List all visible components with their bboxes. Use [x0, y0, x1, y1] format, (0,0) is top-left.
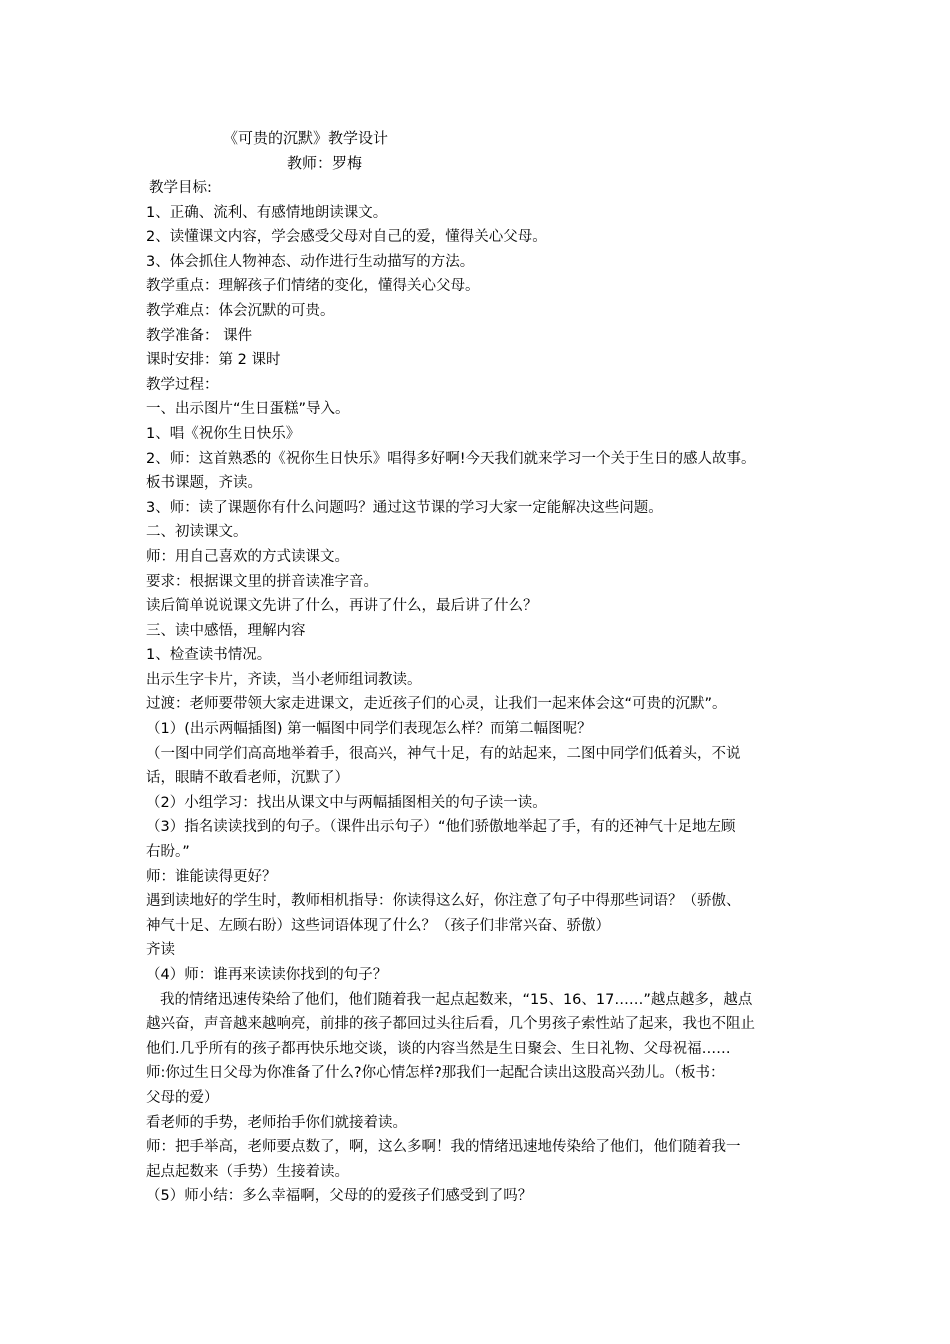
paragraph-line: （5）师小结：多么幸福啊，父母的的爱孩子们感受到了吗？	[146, 1188, 533, 1205]
paragraph-line: 齐读	[146, 942, 175, 959]
objective-item: 3、体会抓住人物神态、动作进行生动描写的方法。	[146, 253, 475, 270]
paragraph-line: 3、师：读了课题你有什么问题吗？通过这节课的学习大家一定能解决这些问题。	[146, 499, 663, 516]
section-heading-process: 教学过程：	[146, 376, 219, 393]
paragraph-line: 2、师：这首熟悉的《祝你生日快乐》唱得多好啊!今天我们就来学习一个关于生日的感人故事。	[146, 450, 756, 467]
document-body	[146, 176, 814, 1209]
paragraph-line: 二、初读课文。	[146, 524, 248, 541]
paragraph-line: 一、出示图片“生日蛋糕”导入。	[146, 401, 350, 418]
paragraph-line: 话，眼睛不敢看老师，沉默了）	[146, 770, 349, 787]
paragraph-line: 1、唱《祝你生日快乐》	[146, 425, 301, 442]
document-author: 教师：罗梅	[287, 154, 363, 172]
paragraph-line: 看老师的手势，老师抬手你们就接着读。	[146, 1114, 407, 1131]
paragraph-line: 神气十足、左顾右盼）这些词语体现了什么？（孩子们非常兴奋、骄傲）	[146, 917, 610, 934]
paragraph-line: 板书课题，齐读。	[146, 475, 262, 492]
paragraph-line: 遇到读地好的学生时，教师相机指导：你读得这么好，你注意了句子中得那些词语？（骄傲、	[146, 893, 741, 910]
paragraph-line: 师:你过生日父母为你准备了什么?你心情怎样?那我们一起配合读出这股高兴劲儿。（板书：	[146, 1065, 725, 1082]
paragraph-line: 要求：根据课文里的拼音读准字音。	[146, 573, 378, 590]
paragraph-line: 师：把手举高，老师要点数了，啊，这么多啊！我的情绪迅速地传染给了他们，他们随着我一	[146, 1139, 741, 1156]
paragraph-line: 出示生字卡片，齐读，当小老师组词教读。	[146, 671, 422, 688]
paragraph-line: 父母的爱）	[146, 1089, 219, 1106]
paragraph-line: 过渡：老师要带领大家走进课文，走近孩子们的心灵，让我们一起来体会这“可贵的沉默”。	[146, 696, 727, 713]
paragraph-line: （一图中同学们高高地举着手，很高兴，神气十足，有的站起来，二图中同学们低着头，不说	[146, 745, 741, 762]
quoted-passage-line: 他们.几乎所有的孩子都再快乐地交谈，谈的内容当然是生日聚会、生日礼物、父母祝福……	[146, 1040, 731, 1057]
paragraph-line: 起点起数来（手势）生接着读。	[146, 1163, 349, 1180]
paragraph-line: 三、读中感悟，理解内容	[146, 622, 306, 639]
paragraph-line: （1）(出示两幅插图) 第一幅图中同学们表现怎么样？而第二幅图呢？	[146, 721, 592, 738]
preparation: 教学准备： 课件	[146, 327, 253, 344]
schedule: 课时安排：第 2 课时	[146, 352, 281, 369]
paragraph-line: （2）小组学习：找出从课文中与两幅插图相关的句子读一读。	[146, 794, 547, 811]
section-heading-objectives: 教学目标:	[149, 180, 212, 196]
quoted-passage-line: 越兴奋，声音越来越响亮，前排的孩子都回过头往后看，几个男孩子索性站了起来，我也不阻止	[146, 1016, 755, 1033]
paragraph-line: 右盼。”	[146, 844, 190, 861]
paragraph-line: （3）指名读读找到的句子。（课件出示句子）“他们骄傲地举起了手，有的还神气十足地左顾	[146, 819, 736, 836]
quoted-passage-line: 我的情绪迅速传染给了他们，他们随着我一起点起数来，“15、16、17……”越点越多，越点	[160, 991, 753, 1008]
paragraph-line: 师：用自己喜欢的方式读课文。	[146, 548, 349, 565]
document-title: 《可贵的沉默》教学设计	[223, 129, 389, 147]
paragraph-line: 师：谁能读得更好？	[146, 868, 277, 885]
key-point: 教学重点：理解孩子们情绪的变化，懂得关心父母。	[146, 278, 480, 295]
objective-item: 1、正确、流利、有感情地朗读课文。	[146, 204, 388, 221]
difficult-point: 教学难点：体会沉默的可贵。	[146, 302, 335, 319]
paragraph-line: （4）师：谁再来读读你找到的句子？	[146, 967, 388, 983]
objective-item: 2、读懂课文内容，学会感受父母对自己的爱，懂得关心父母。	[146, 229, 547, 246]
paragraph-line: 1、检查读书情况。	[146, 647, 272, 664]
paragraph-line: 读后简单说说课文先讲了什么，再讲了什么，最后讲了什么？	[146, 598, 538, 615]
